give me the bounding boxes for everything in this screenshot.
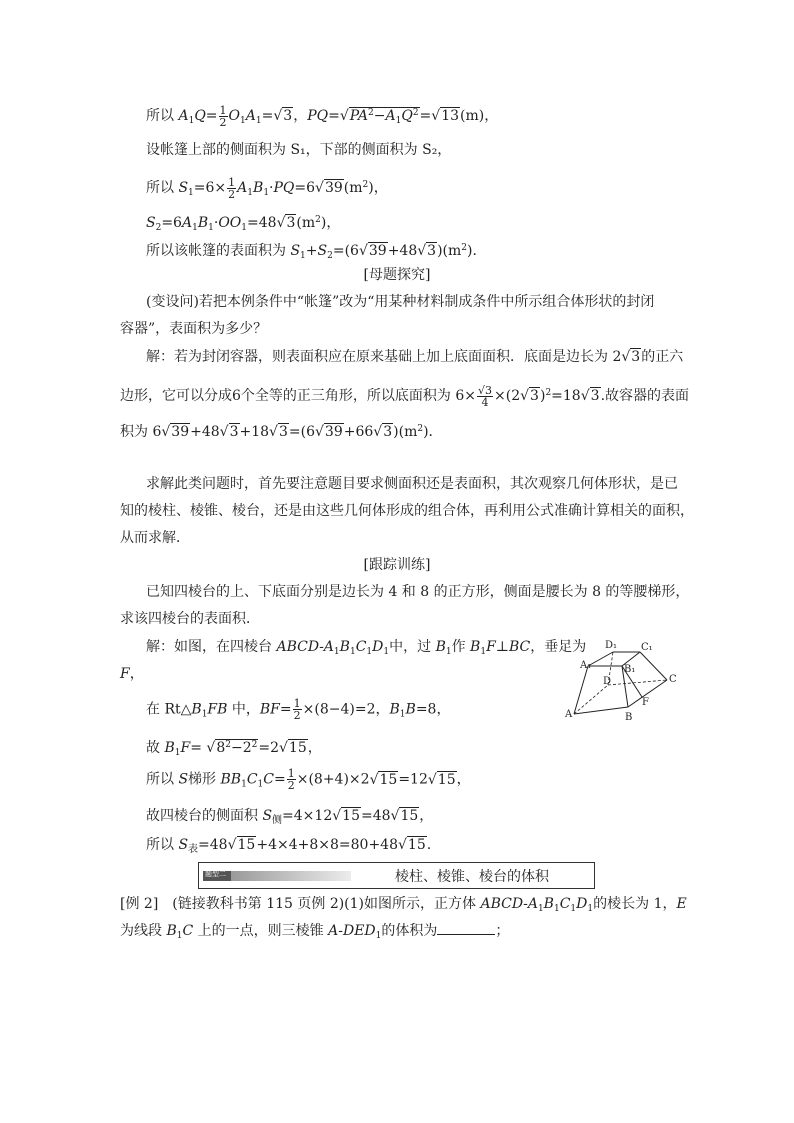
label-D1: D₁ [605,640,618,651]
para-5a: 解：如图，在四棱台 ABCD-$A_1B_1C_1D_1$中，过 $B_1$作 $B_1F\perp BC$，垂足为 [146,639,587,657]
line-3: 所以 $S_1=6\times$ $\frac{1}{2}$ $A_1B_1\cdot PQ=6√39(m^2)$， [146,175,388,201]
para-7: 故 $B_1F= √8^2-2^2=2√15$， [146,740,322,758]
para-9: 故四棱台的侧面积 $S_侧=4\times 12√15=48√15$， [146,808,434,826]
label-D: D [603,676,612,687]
para-11a: [例 2] (链接教科书第 115 页例 2)(1)如图所示，正方体 ABCD-$A_1B_1C_1D_1$的棱长为 1，E [120,896,687,914]
para-2b: 边形，它可以分成6个全等的正三角形，所以底面积为 6× $\frac{√3}{4}$ $\times(2√3)^2=18√3$.故容器的表面 [120,383,690,409]
heading-mother-problem: [母题探究] [363,267,431,283]
para-4a: 已知四棱台的上、下底面分别是边长为 4 和 8 的正方形，侧面是腰长为 8 的等腰梯形， [146,584,690,600]
para-1a: (变设问)若把本例条件中“帐篷”改为“用某种材料制成条件中所示组合体形状的封闭 [146,294,655,310]
line-1: 所以 $A_1Q=$ $\frac{1}{2}$ $O_1A_1=√3$，$PQ=√PA^2-A_1Q^2=√13(m)$， [146,103,499,129]
para-1b: 容器”，表面积为多少？ [120,321,268,337]
section-title: 棱柱、棱锥、棱台的体积 [395,869,549,885]
para-2c: 积为 $6√39+48√3+18√3=(6√39+66√3)(m^2)$． [120,424,443,440]
para-11b: 为线段 $B_1C$ 上的一点，则三棱锥 $A-DED_1$的体积为 ； [120,920,509,947]
label-B1: B₁ [624,664,636,675]
frustum-figure [558,636,688,726]
para-5b: F， [120,666,144,682]
section-tag: 题型二 [203,871,351,881]
line-4: $S_2=6A_1B_1\cdot OO_1=48√3(m^2)$， [146,215,341,233]
section-bar [198,862,595,889]
label-C: C [669,674,677,685]
answer-blank[interactable] [437,920,495,935]
label-C1: C₁ [641,642,653,653]
para-3a: 求解此类问题时，首先要注意题目要求侧面积还是表面积，其次观察几何体形状，是已 [146,476,678,492]
para-6: 在 $Rt\triangle B_1FB$ 中，BF= $\frac{1}{2}$ ×(8−4)=2，$B_1B=8$， [146,697,451,722]
para-3b: 知的棱柱、棱锥、棱台，还是由这些几何体形成的组合体，再利用公式准确计算相关的面积， [120,503,694,519]
label-A: A [565,709,573,720]
line-5: 所以该帐篷的表面积为 $S_1+S_2=(6√39+48√3)(m^2)$． [146,243,487,261]
para-10: 所以 $S_表=48√15+4\times 4+8\times 8=80+48√15$. [146,837,432,855]
label-F: F [642,697,649,708]
heading-follow-up: [跟踪训练] [363,557,431,573]
para-8: 所以 S梯形 $BB_1C_1C=$ $\frac{1}{2}$ ×(8+4)×2√15=12√15， [146,767,471,792]
para-2a: 解：若为封闭容器，则表面积应在原来基础上加上底面面积．底面是边长为 2√3的正六 [146,349,684,365]
para-3c: 从而求解． [120,530,190,546]
para-4b: 求该四棱台的表面积． [120,611,260,627]
label-B: B [625,712,633,723]
line-2: 设帐篷上部的侧面积为 S₁，下部的侧面积为 S₂， [146,142,452,158]
label-A1: A₁ [580,660,592,671]
